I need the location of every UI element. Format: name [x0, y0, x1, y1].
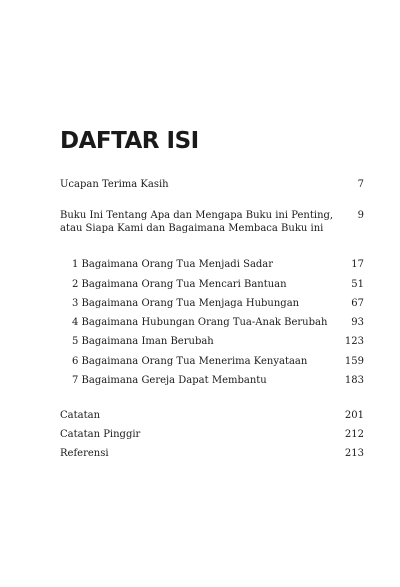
toc-entry-page: 159 — [344, 356, 364, 367]
toc-entry-label: Ucapan Terima Kasih — [60, 179, 169, 190]
toc-entry-margin-notes — [60, 428, 364, 441]
toc-entry-chapter-3 — [60, 297, 364, 310]
toc-entry-chapter-5 — [60, 335, 364, 348]
toc-entry-chapter-1 — [60, 258, 364, 271]
toc-entry-label: Referensi — [60, 448, 109, 459]
toc-entry-page: 51 — [351, 279, 364, 290]
toc-entry-chapter-6 — [60, 355, 364, 368]
toc-entry-page: 213 — [344, 448, 364, 459]
toc-entry-page: 67 — [351, 298, 364, 309]
toc-entry-page: 17 — [351, 259, 364, 270]
toc-entry-label: 1 Bagaimana Orang Tua Menjadi Sadar — [72, 259, 274, 270]
toc-entry-label: Catatan Pinggir — [60, 429, 141, 440]
toc-entry-page: 93 — [351, 317, 364, 328]
toc-entry-label: 3 Bagaimana Orang Tua Menjaga Hubungan — [72, 298, 300, 309]
toc-entry-label: 4 Bagaimana Hubungan Orang Tua-Anak Berubah — [72, 317, 328, 328]
toc-entry-notes — [60, 409, 364, 422]
toc-entry-chapter-2 — [60, 278, 364, 291]
toc-entry-page: 9 — [357, 210, 364, 221]
toc-entry-label: 5 Bagaimana Iman Berubah — [72, 336, 214, 347]
toc-entry-page: 212 — [344, 429, 364, 440]
toc-entry-acknowledgements — [60, 178, 364, 191]
toc-entry-label: 6 Bagaimana Orang Tua Menerima Kenyataan — [72, 356, 308, 367]
toc-entry-page: 201 — [344, 410, 364, 421]
toc-entry-label: Catatan — [60, 410, 101, 421]
toc-entry-label: 7 Bagaimana Gereja Dapat Membantu — [72, 375, 267, 386]
page-title: DAFTAR ISI — [60, 128, 199, 154]
toc-entry-chapter-7 — [60, 374, 364, 387]
toc-entry-label: 2 Bagaimana Orang Tua Mencari Bantuan — [72, 279, 287, 290]
toc-entry-introduction — [60, 209, 364, 235]
toc-entry-chapter-4 — [60, 316, 364, 329]
toc-entry-page: 7 — [357, 179, 364, 190]
toc-entry-references — [60, 447, 364, 460]
toc-entry-label: Buku Ini Tentang Apa dan Mengapa Buku ini Penting, atau Siapa Kami dan Bagaimana Membaca Buku ini — [60, 210, 334, 234]
toc-entry-page: 183 — [344, 375, 364, 386]
toc-entry-page: 123 — [344, 336, 364, 347]
